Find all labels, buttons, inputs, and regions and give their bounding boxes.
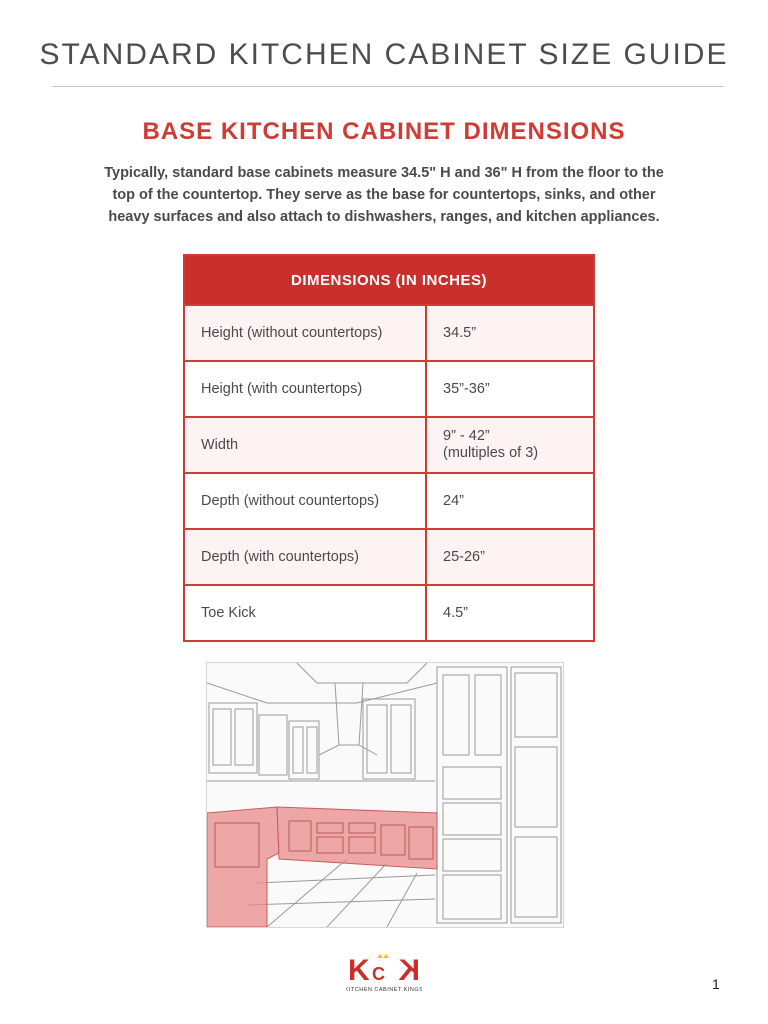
row-label: Depth (with countertops) <box>185 530 427 584</box>
row-value-text: 4.5” <box>443 604 468 621</box>
kitchen-sketch-icon <box>207 663 563 927</box>
svg-text:K: K <box>398 954 420 987</box>
row-label: Toe Kick <box>185 586 427 640</box>
table-row <box>185 360 593 416</box>
row-label: Depth (without countertops) <box>185 474 427 528</box>
row-value-text: 35”-36” <box>443 380 490 397</box>
row-value <box>427 306 593 360</box>
svg-text:C: C <box>372 964 385 984</box>
table-row <box>185 416 593 472</box>
row-value-text: 24” <box>443 492 464 509</box>
row-label: Height (with countertops) <box>185 362 427 416</box>
row-value <box>427 362 593 416</box>
row-value <box>427 474 593 528</box>
table-row <box>185 472 593 528</box>
brand-logo <box>346 950 422 994</box>
row-value <box>427 530 593 584</box>
svg-text:KITCHEN CABINET KINGS: KITCHEN CABINET KINGS <box>346 987 422 993</box>
dimensions-table <box>183 254 595 642</box>
row-label: Height (without countertops) <box>185 306 427 360</box>
kitchen-cabinet-kings-logo-icon <box>346 950 422 994</box>
row-value-note: (multiples of 3) <box>443 445 539 461</box>
intro-line: heavy surfaces and also attach to dishwashers, ranges, and kitchen appliances. <box>108 209 660 225</box>
row-value <box>427 418 593 472</box>
row-value-text: 34.5” <box>443 324 477 341</box>
kitchen-illustration <box>206 662 564 928</box>
intro-line: top of the countertop. They serve as the base for countertops, sinks, and other <box>112 187 656 203</box>
page-number: 1 <box>712 976 720 992</box>
title-divider <box>52 86 724 87</box>
row-value-text: 9” - 42” <box>443 428 490 444</box>
table-row <box>185 304 593 360</box>
intro-line: Typically, standard base cabinets measure 34.5" H and 36" H from the floor to the <box>104 165 664 181</box>
section-title: BASE KITCHEN CABINET DIMENSIONS <box>142 118 626 145</box>
row-value-text: 25-26” <box>443 548 485 565</box>
row-value <box>427 586 593 640</box>
table-header: DIMENSIONS (IN INCHES) <box>185 256 593 304</box>
intro-paragraph <box>84 162 684 228</box>
svg-text:K: K <box>348 954 370 987</box>
page-title: STANDARD KITCHEN CABINET SIZE GUIDE <box>39 38 729 71</box>
table-row <box>185 584 593 640</box>
table-body <box>185 304 593 640</box>
row-label: Width <box>185 418 427 472</box>
table-row <box>185 528 593 584</box>
